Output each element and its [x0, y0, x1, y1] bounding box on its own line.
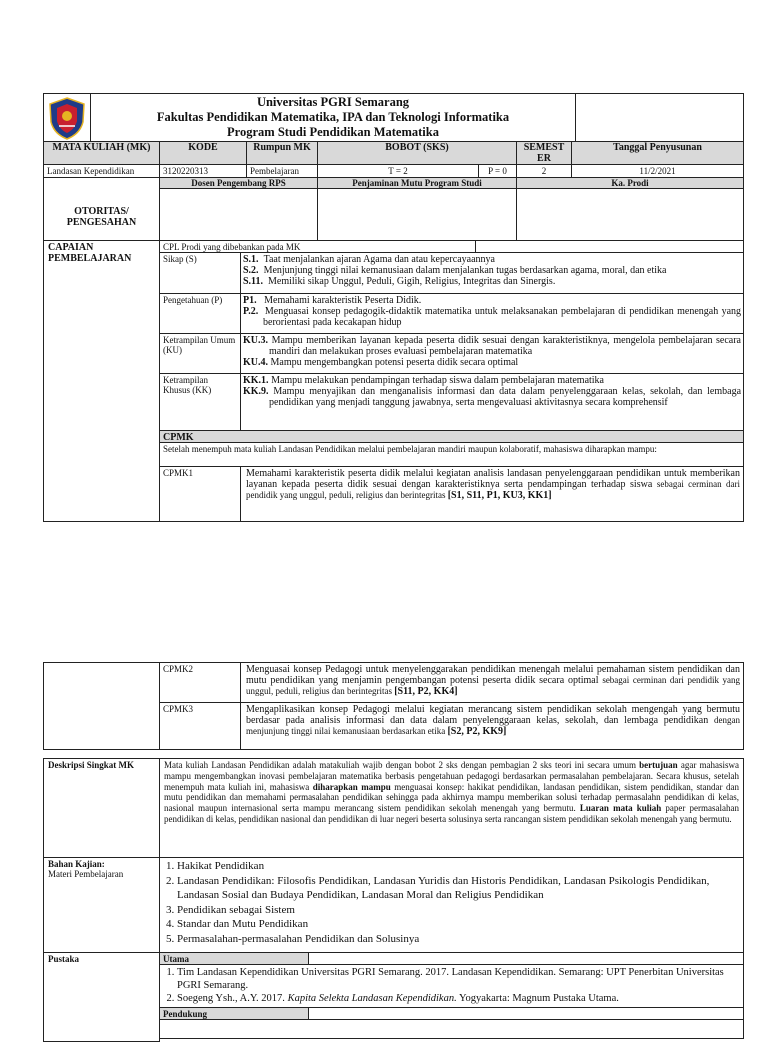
otoritas-label: OTORITAS/ PENGESAHAN: [43, 177, 160, 241]
sikap-item: S.1. Taat menjalankan ajaran Agama dan atau kepercayaannya: [243, 254, 495, 265]
ku-item: KU.3. Mampu memberikan layanan kepada peserta didik sesuai dengan karakteristiknya, mengelola pembelajaran secara mandiri dan melakukan proses evaluasi pembelajaran matematika: [243, 335, 741, 357]
cpmk2-content: Menguasai konsep Pedagogi untuk menyelenggarakan pendidikan menengah melalui pemahaman sistem pendidikan dan mutu pendidikan yang menjamin pengembangan potensi peserta didik secara optimal sebagai cerminan dari pendidik yang unggul, peduli, religius dan berintegritas [S11, P2, KK4]: [240, 662, 744, 703]
col-mata-kuliah: MATA KULIAH (MK): [43, 141, 160, 165]
pustaka-label: Pustaka: [43, 952, 160, 1042]
capaian-label: CAPAIAN PEMBELAJARAN: [43, 240, 160, 522]
course-rumpun: Pembelajaran: [246, 164, 318, 178]
cpmk3-label: CPMK3: [159, 702, 241, 750]
course-kode: 3120220313: [159, 164, 247, 178]
bahan-kajian-content: [159, 857, 744, 953]
sikap-label: Sikap (S): [159, 252, 241, 294]
pendukung-header: Pendukung: [159, 1007, 309, 1020]
ku-label: Ketrampilan Umum (KU): [159, 333, 241, 374]
program-name: Program Studi Pendidikan Matematika: [227, 125, 439, 139]
cpmk3-content: Mengaplikasikan konsep Pedagogi melalui kegiatan merancang sistem pendidikan sekolah mengengah yang bermutu berdasar pada analisis informasi dan data dalam penyelenggaraan kelas, sekolah, dan lembaga pendidikan dengan menjunjung tinggi nilai kemanusiaan berdasarkan etika [S2, P2, KK9]: [240, 702, 744, 750]
course-name: Landasan Kependidikan: [43, 164, 160, 178]
university-name: Universitas PGRI Semarang: [256, 95, 410, 109]
pengetahuan-label: Pengetahuan (P): [159, 293, 241, 334]
kaprodi-header: Ka. Prodi: [516, 177, 744, 189]
col-kode: KODE: [159, 141, 247, 165]
bahan-kajian-list: [163, 859, 740, 946]
cpl-label: CPL Prodi yang dibebankan pada MK: [159, 240, 476, 253]
list-item: 1. Tim Landasan Kependidikan Universitas PGRI Semarang. 2017. Landasan Kependidikan. Semarang: UPT Penerbitan Universitas PGRI Semarang.: [177, 966, 740, 992]
list-item: 3. Pendidikan sebagai Sistem: [177, 903, 740, 918]
bahan-kajian-subtitle: Materi Pembelajaran: [48, 869, 124, 879]
kaprodi-signature-cell: [516, 188, 744, 241]
course-semester: 2: [516, 164, 572, 178]
list-item: 1. Hakikat Pendidikan: [177, 859, 740, 874]
sikap-content: [240, 252, 744, 294]
bahan-kajian-label: [43, 857, 160, 953]
course-tanggal: 11/2/2021: [571, 164, 744, 178]
ku-content: [240, 333, 744, 374]
header-logo-cell: [43, 93, 91, 142]
pengetahuan-item: P1. Memahami karakteristik Peserta Didik.: [243, 295, 422, 306]
col-tanggal: Tanggal Penyusunan: [571, 141, 744, 165]
university-logo-icon: [47, 96, 87, 141]
deskripsi-label: Deskripsi Singkat MK: [43, 758, 160, 858]
col-bobot: BOBOT (SKS): [317, 141, 517, 165]
utama-list: [163, 966, 740, 1005]
kk-label: Ketrampilan Khusus (KK): [159, 373, 241, 431]
penjaminan-signature-cell: [317, 188, 517, 241]
dosen-signature-cell: [159, 188, 318, 241]
course-t: T = 2: [317, 164, 479, 178]
list-item: 4. Standar dan Mutu Pendidikan: [177, 917, 740, 932]
col-rumpun: Rumpun MK: [246, 141, 318, 165]
ku-item: KU.4. Mampu mengembangkan potensi peserta didik secara optimal: [243, 357, 519, 368]
cpmk-intro: Setelah menempuh mata kuliah Landasan Pendidikan melalui pembelajaran mandiri maupun kolaboratif, mahasiswa diharapkan mampu:: [159, 442, 744, 467]
cpmk2-label: CPMK2: [159, 662, 241, 703]
list-item: 5. Permasalahan-permasalahan Pendidikan dan Solusinya: [177, 932, 740, 947]
course-p: P = 0: [478, 164, 517, 178]
utama-header: Utama: [159, 952, 309, 965]
kk-item: KK.1. Mampu melakukan pendampingan terhadap siswa dalam pembelajaran matematika: [243, 375, 604, 386]
utama-content: [159, 964, 744, 1008]
pengetahuan-content: [240, 293, 744, 334]
cpmk-continued-left: [43, 662, 160, 750]
faculty-name: Fakultas Pendidikan Matematika, IPA dan Teknologi Informatika: [156, 110, 510, 124]
header-title-cell: [90, 93, 576, 142]
list-item: 2. Soegeng Ysh., A.Y. 2017. Kapita Selekta Landasan Kependidikan. Yogyakarta: Magnum Pustaka Utama.: [177, 992, 740, 1005]
cpmk1-label: CPMK1: [159, 466, 241, 522]
col-semester: SEMESTER: [516, 141, 572, 165]
kk-content: [240, 373, 744, 431]
rps-page-1: [43, 93, 744, 522]
sikap-item: S.11. Memiliki sikap Unggul, Peduli, Gigih, Religius, Integritas dan Sinergis.: [243, 276, 556, 287]
pendukung-content: [159, 1019, 744, 1039]
penjaminan-mutu-header: Penjaminan Mutu Program Studi: [317, 177, 517, 189]
sikap-item: S.2. Menjunjung tinggi nilai kemanusiaan dalam menjalankan tugas berdasarkan agama, moral, dan etika: [243, 265, 667, 276]
cpmk-header: CPMK: [159, 430, 744, 443]
bahan-kajian-title: Bahan Kajian:: [48, 859, 105, 869]
header-empty-cell: [575, 93, 744, 142]
deskripsi-content: Mata kuliah Landasan Pendidikan adalah matakuliah wajib dengan bobot 2 sks dengan pembagian 2 sks teori ini secara umum bertujuan agar mahasiswa mampu mengembangkan inovasi pembelajaran matematika berbasis pengetahuan pedagogi berdasarkan permasalahan pembelajaran. Secara khusus, setelah menempuh mata kuliah ini, mahasiswa diharapkan mampu menguasai konsep: hakikat pendidikan, landasan pendidikan, sistem pendidikan, standar dan mutu pendidikan dan memahami permasalahan pendidikan sehingga pada akhirnya mampu memberikan solusi terhadap permasalahn pendidikan di kelas, nasional maupun internasional serta mampu merancang sistem pendidikan sekolah menengah yang bermutu. Luaran mata kuliah paper permasalahan pendidikan di kelas, pendidikan nasional dan pendidikan di luar negeri beserta solusinya serta rancangan sistem pendidikan sekolah menengah yang bermutu.: [159, 758, 744, 858]
rps-page-2: [43, 662, 744, 1032]
kk-item: KK.9. Mampu menyajikan dan menganalisis informasi dan data dalam penyelenggaraan kelas, sekolah, dan lembaga pendidikan yang menjadi tanggung jawabnya, serta mengevaluasi aktivitasnya secara komprehensif: [243, 386, 742, 408]
pengetahuan-item: P.2. Menguasai konsep pedagogik-didaktik matematika untuk melaksanakan pembelajaran di pendidikan menengah yang berorientasi pada kecakapan hidup: [243, 306, 742, 328]
dosen-pengembang-header: Dosen Pengembang RPS: [159, 177, 318, 189]
cpmk1-content: Memahami karakteristik peserta didik melalui kegiatan analisis landasan penyelenggaraan pendidikan untuk memberikan layanan kepada peserta didik sesuai dengan karakteristiknya serta pendampingan terhadap siswa sebagai cerminan dari pendidik yang unggul, peduli, religius dan berintegritas [S1, S11, P1, KU3, KK1]: [240, 466, 744, 522]
list-item: 2. Landasan Pendidikan: Filosofis Pendidikan, Landasan Yuridis dan Historis Pendidikan, Landasan Psikologis Pendidikan, Landasan Sosial dan Budaya Pendidikan, Landasan Moral dan Religius Pendidikan: [177, 874, 740, 903]
